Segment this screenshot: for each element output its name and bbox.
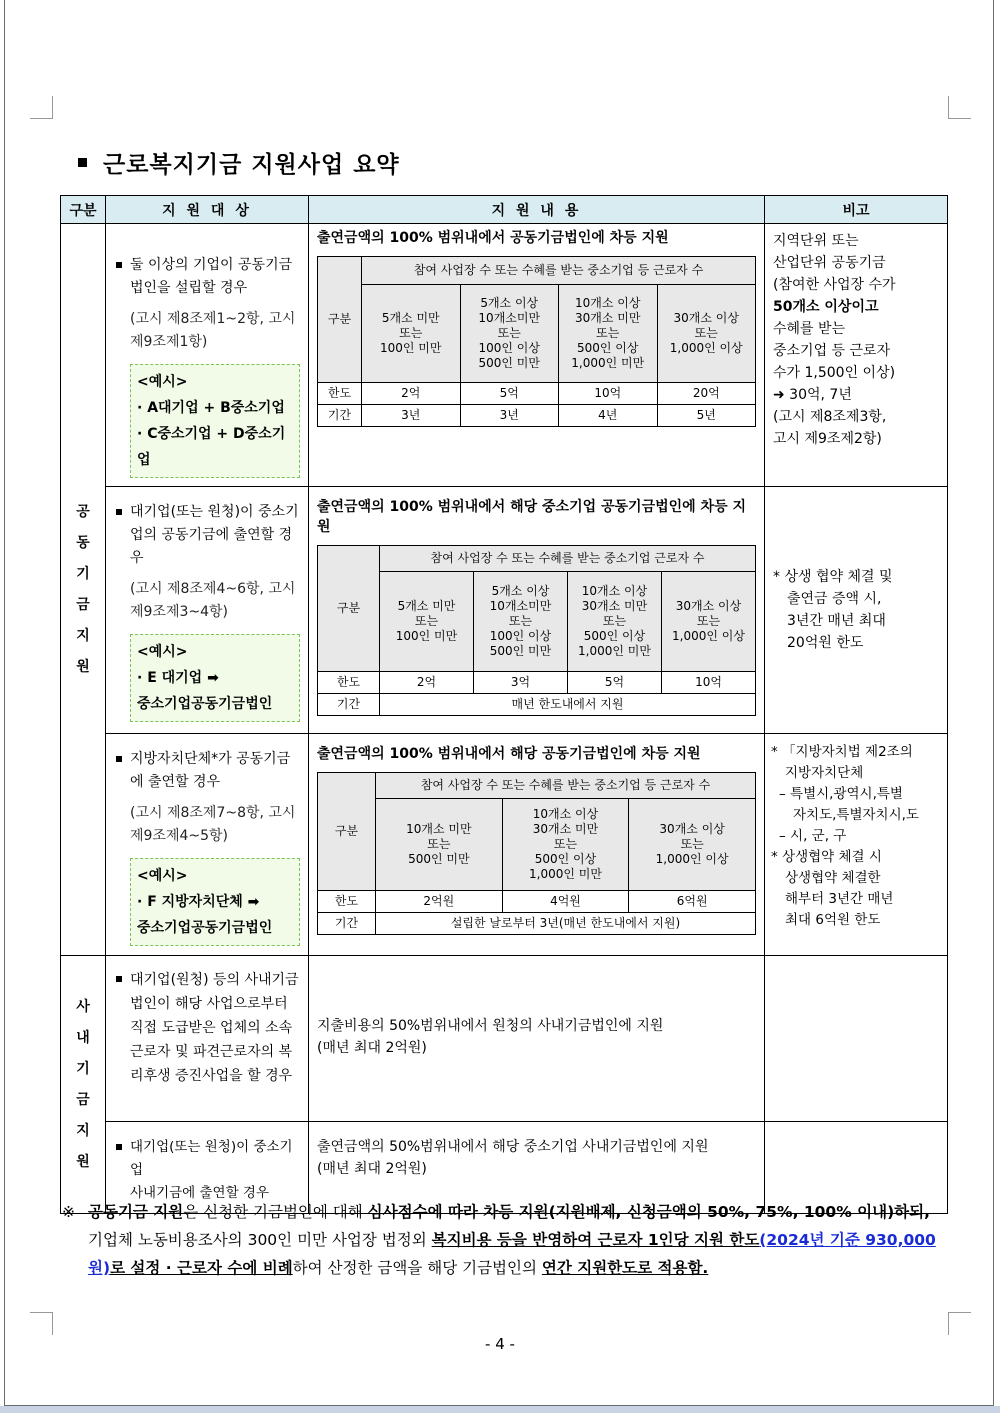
target-text-2: 사내기금에 출연할 경우 xyxy=(130,1185,269,1201)
content-cell xyxy=(309,224,765,487)
target-cell xyxy=(106,224,309,487)
target-text: 대기업(또는 원청)이 중소기업의 공동기금에 출연할 경우 xyxy=(130,504,299,566)
bullet-icon xyxy=(116,756,122,762)
target-cell xyxy=(106,956,309,1122)
example-box: <예시> · F 지방자치단체 ➡ 중소기업공동기금법인 xyxy=(130,858,300,946)
law-reference: (고시 제8조제7~8항, 고시 제9조제4~5항) xyxy=(130,805,296,844)
content-heading: 출연금액의 100% 범위내에서 해당 공동기금법인에 차등 지원 xyxy=(317,746,701,762)
content-cell xyxy=(309,956,765,1122)
content-cell xyxy=(309,734,765,956)
category-in-house-fund: 사 내 기 금 지 원 xyxy=(61,956,106,1214)
header-remarks: 비고 xyxy=(765,196,948,224)
crop-mark xyxy=(30,96,53,119)
target-text: 둘 이상의 기업이 공동기금법인을 설립할 경우 xyxy=(130,257,293,296)
law-reference: (고시 제8조제1~2항, 고시 제9조제1항) xyxy=(130,311,296,350)
content-subtext: (매년 최대 2억원) xyxy=(317,1161,427,1177)
page-number: - 4 - xyxy=(485,1335,515,1353)
remarks-cell xyxy=(765,956,948,1122)
crop-mark xyxy=(30,1312,53,1335)
header-category: 구분 xyxy=(61,196,106,224)
support-table: 구분 참여 사업장 수 또는 수혜를 받는 중소기업 등 근로자 수 5개소 미만 또는 100인 미만 5개소 이상 10개소미만 또는 100인 이상 500인 미만 10개소 이상 30개소 미만 또는 500인 이상 1,000인 미만 30개소 이상 또는 1,000인 이상 한도 2억 5억 10억 20억 기간 3년 3년 4년 5년 xyxy=(317,256,756,427)
square-bullet-icon xyxy=(78,158,87,167)
heading-text: 근로복지기금 지원사업 요약 xyxy=(103,152,400,178)
bullet-icon xyxy=(116,262,122,268)
summary-table xyxy=(60,195,948,1214)
crop-mark xyxy=(948,96,971,119)
content-subtext: (매년 최대 2억원) xyxy=(317,1039,427,1056)
remarks-cell: * 「지방자치법 제2조의 지방자치단체 – 특별시,광역시,특별 자치도,특별자치시,도 – 시, 군, 구 * 상생협약 체결 시 상생협약 체결한 해부터 3년간 매년 최대 6억원 한도 xyxy=(765,734,948,956)
bullet-icon xyxy=(116,976,122,982)
content-text: 지출비용의 50%범위내에서 원청의 사내기금법인에 지원 xyxy=(317,1017,664,1034)
target-text: 지방자치단체*가 공동기금에 출연할 경우 xyxy=(130,751,291,790)
support-table: 구분 참여 사업장 수 또는 수혜를 받는 중소기업 근로자 수 5개소 미만 또는 100인 미만 5개소 이상 10개소미만 또는 100인 이상 500인 미만 10개소 이상 30개소 미만 또는 500인 이상 1,000인 미만 30개소 이상 또는 1,000인 이상 한도 2억 3억 5억 10억 기간 매년 한도내에서 지원 xyxy=(317,545,756,716)
crop-mark xyxy=(948,1312,971,1335)
remarks-cell: 지역단위 또는 산업단위 공동기금 (참여한 사업장 수가 50개소 이상이고 수혜를 받는 중소기업 등 근로자 수가 1,500인 이상) ➜ 30억, 7년 (고시 제8조제3항, 고시 제9조제2항) xyxy=(765,224,948,487)
bullet-icon xyxy=(116,1144,122,1150)
reference-mark: ※ xyxy=(62,1203,75,1221)
content-cell xyxy=(309,487,765,734)
target-cell xyxy=(106,734,309,956)
content-heading: 출연금액의 100% 범위내에서 공동기금법인에 차등 지원 xyxy=(317,230,669,246)
table-row xyxy=(61,956,948,1122)
table-row xyxy=(61,734,948,956)
header-content: 지 원 내 용 xyxy=(309,196,765,224)
footnote: ※ 공동기금 지원은 신청한 기금법인에 대해 심사점수에 따라 차등 지원(지원배제, 신청금액의 50%, 75%, 100% 이내)하되, 기업체 노동비용조사의 300인 미만 사업장 법정외 복지비용 등을 반영하여 근로자 1인당 지원 한도(2024년 기준 930,000원)로 설정 · 근로자 수에 비례하여 산정한 금액을 해당 기금법인의 연간 지원한도로 적용함. xyxy=(62,1198,948,1282)
target-text: 대기업(또는 원청)이 중소기업 xyxy=(130,1139,293,1178)
law-reference: (고시 제8조제4~6항, 고시 제9조제3~4항) xyxy=(130,581,296,620)
table-header-row xyxy=(61,196,948,224)
support-table: 구분 참여 사업장 수 또는 수혜를 받는 중소기업 등 근로자 수 10개소 미만 또는 500인 미만 10개소 이상 30개소 미만 또는 500인 이상 1,000인 미만 30개소 이상 또는 1,000인 이상 한도 2억원 4억원 6억원 기간 설립한 날로부터 3년(매년 한도내에서 지원) xyxy=(317,772,756,935)
section-heading xyxy=(78,146,400,179)
target-text: 대기업(원청) 등의 사내기금법인이 해당 사업으로부터 직접 도급받은 업체의 소속 근로자 및 파견근로자의 복리후생 증진사업을 할 경우 xyxy=(130,972,299,1084)
content-text: 출연금액의 50%범위내에서 해당 중소기업 사내기금법인에 지원 xyxy=(317,1139,709,1155)
header-target: 지 원 대 상 xyxy=(106,196,309,224)
bullet-icon xyxy=(116,509,122,515)
table-row xyxy=(61,224,948,487)
target-cell xyxy=(106,487,309,734)
category-joint-fund: 공 동 기 금 지 원 xyxy=(61,224,106,956)
bottom-bar xyxy=(0,1406,1000,1413)
remarks-cell: * 상생 협약 체결 및 출연금 증액 시, 3년간 매년 최대 20억원 한도 xyxy=(765,487,948,734)
example-box: <예시> · E 대기업 ➡ 중소기업공동기금법인 xyxy=(130,634,300,722)
table-row xyxy=(61,487,948,734)
content-heading: 출연금액의 100% 범위내에서 해당 중소기업 공동기금법인에 차등 지원 xyxy=(317,499,746,535)
example-box: <예시> · A대기업 + B중소기업 · C중소기업 + D중소기업 xyxy=(130,364,300,478)
